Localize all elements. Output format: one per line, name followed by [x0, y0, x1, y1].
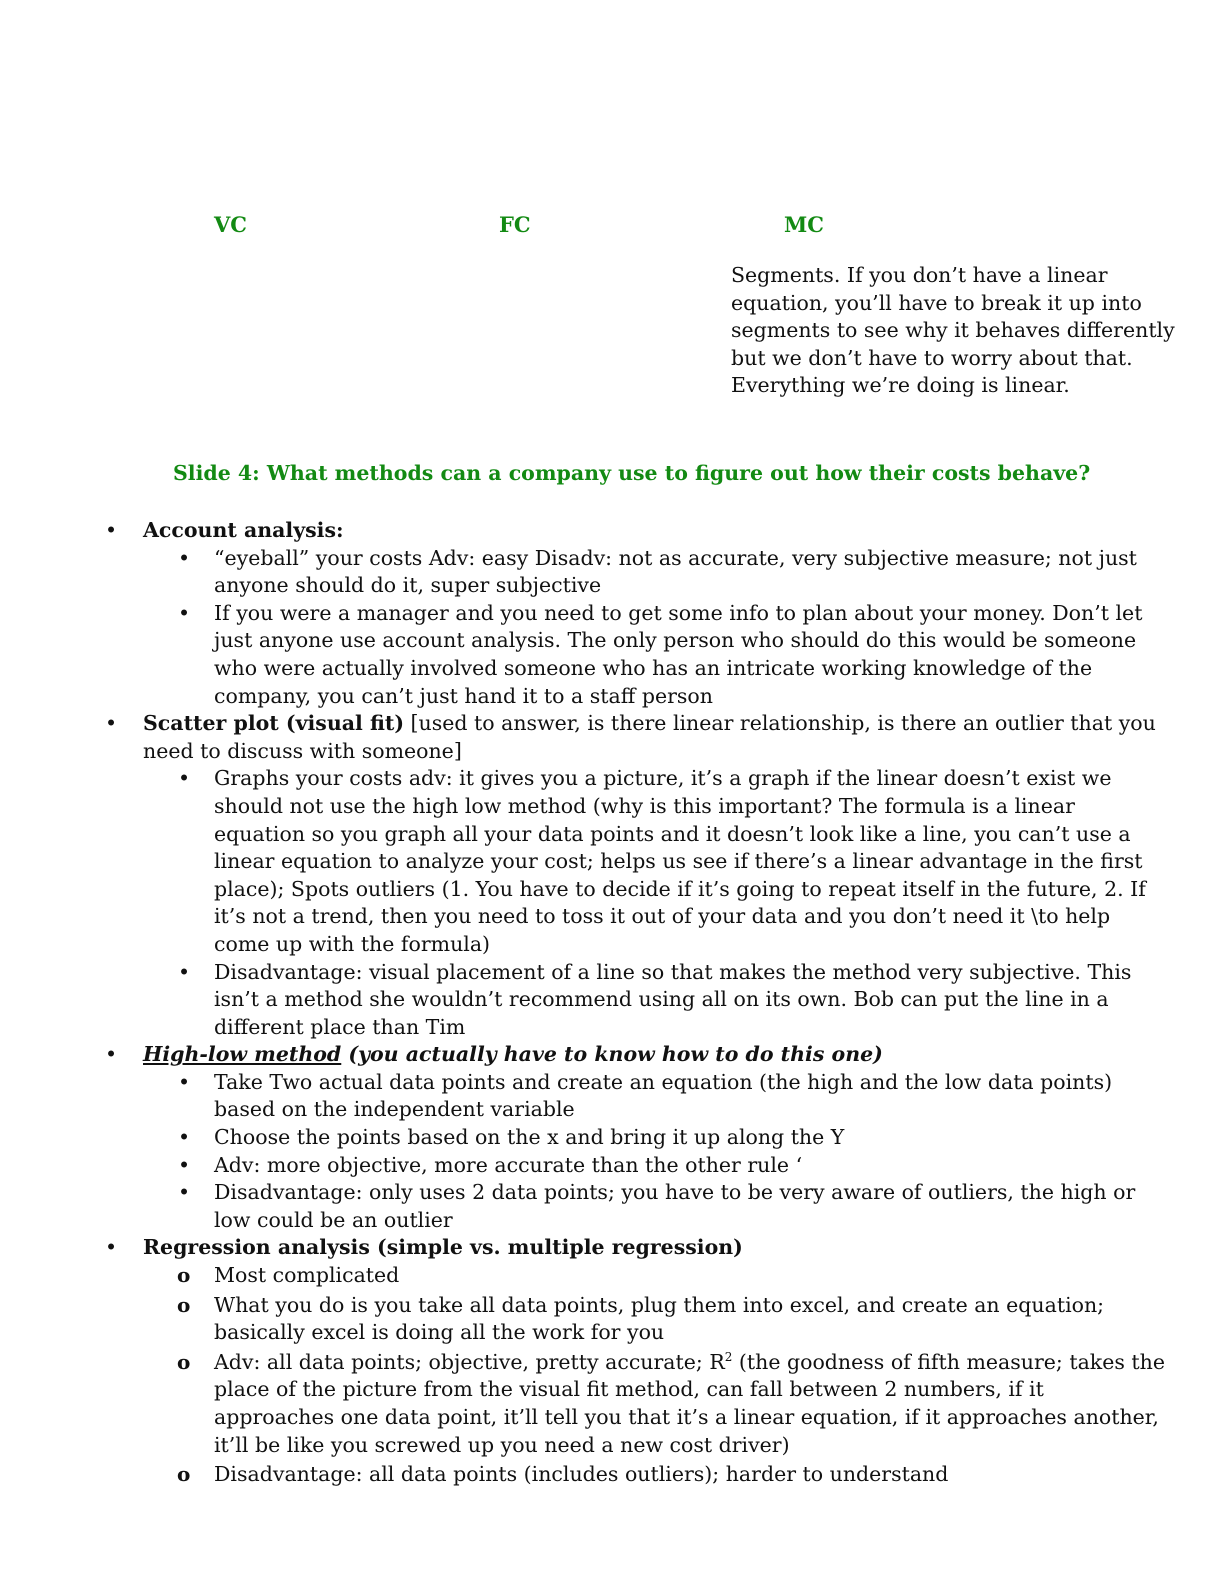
list-item [105, 1349, 1165, 1459]
list-item [105, 1179, 1165, 1234]
item-text: Disadvantage: only uses 2 data points; you have to be very aware of outliers, the high or low could be an outlier [214, 1180, 1136, 1232]
item-text-after: (the goodness of fifth measure; takes the place of the picture from the visual fit method, can fall between 2 numbers, if it approaches one data point, it’ll tell you that it’s a linear equation, if it approaches another, it’ll be like you screwed up you need a new cost driver) [214, 1349, 1165, 1457]
bullet-icon: • [178, 1069, 191, 1094]
item-text: Graphs your costs adv: it gives you a picture, it’s a graph if the linear doesn’t exist we should not use the high low method (why is this important? The formula is a linear equation so you graph all your data points and it doesn’t look like a line, you can’t use a linear equation to analyze your cost; helps us see if there’s a linear advantage in the first place); Spots outliers (1. You have to decide if it’s going to repeat itself in the future, 2. If it’s not a trend, then you need to toss it out of your data and you don’t need it \to help come up with the formula) [214, 766, 1146, 956]
methods-outline [105, 517, 1165, 1491]
outline-item-scatter-plot [105, 710, 1165, 765]
section-title: High-low method [143, 1042, 342, 1067]
list-item [105, 959, 1165, 1042]
header-vc: VC [214, 212, 248, 237]
outline-item-high-low [105, 1041, 1165, 1069]
item-text: If you were a manager and you need to get some info to plan about your money. Don’t let just anyone use account analysis. The only person who should do this would be someone who were actually involved someone who has an intricate working knowledge of the company, you can’t just hand it to a staff person [214, 600, 1143, 708]
list-item [105, 1292, 1165, 1347]
header-fc: FC [499, 212, 531, 237]
list-item [105, 765, 1165, 958]
bullet-o-icon: o [177, 1462, 191, 1487]
item-text: “eyeball” your costs Adv: easy Disadv: not as accurate, very subjective measure; not just anyone should do it, super subjective [214, 545, 1137, 598]
item-text: Disadvantage: all data points (includes outliers); harder to understand [214, 1462, 949, 1487]
bullet-o-icon: o [177, 1263, 191, 1288]
outline-item-regression [105, 1234, 1165, 1262]
section-note: [used to answer, is there linear relationship, is there an outlier that you need to discuss with someone] [143, 711, 1156, 763]
bullet-icon: • [105, 1235, 118, 1260]
item-text: What you do is you take all data points, plug them into excel, and create an equation; basically excel is doing all the work for you [214, 1292, 1105, 1345]
bullet-icon: • [178, 600, 191, 625]
item-text: Choose the points based on the x and bring it up along the Y [214, 1125, 845, 1150]
bullet-icon: • [178, 766, 191, 791]
bullet-icon: • [178, 1180, 191, 1205]
bullet-icon: • [178, 959, 191, 984]
list-item [105, 1069, 1165, 1124]
item-text: Take Two actual data points and create an equation (the high and the low data points) based on the independent variable [214, 1069, 1113, 1122]
bullet-icon: • [178, 545, 191, 570]
outline-item-account-analysis [105, 517, 1165, 545]
slide-heading: Slide 4: What methods can a company use to figure out how their costs behave? [173, 461, 1091, 485]
bullet-icon: • [105, 518, 118, 542]
bullet-icon: • [178, 1152, 191, 1177]
list-item [105, 1262, 1165, 1290]
item-text: Adv: more objective, more accurate than the other rule ‘ [214, 1152, 803, 1177]
bullet-o-icon: o [177, 1292, 191, 1317]
list-item [105, 1461, 1165, 1489]
list-item [105, 1152, 1165, 1180]
bullet-icon: • [105, 1042, 118, 1067]
item-text: Most complicated [214, 1263, 400, 1288]
list-item [105, 600, 1165, 710]
superscript: 2 [724, 1349, 733, 1364]
bullet-o-icon: o [177, 1349, 191, 1374]
section-note: (you actually have to know how to do this one) [341, 1042, 883, 1067]
bullet-icon: • [105, 711, 118, 736]
item-text: Disadvantage: visual placement of a line so that makes the method very subjective. This isn’t a method she wouldn’t recommend using all on its own. Bob can put the line in a different place than Tim [214, 959, 1132, 1039]
list-item [105, 545, 1165, 600]
segments-note: Segments. If you don’t have a linear equation, you’ll have to break it up into segments to see why it behaves differently but we don’t have to worry about that. Everything we’re doing is linear. [731, 263, 1175, 398]
section-title: Account analysis: [143, 518, 344, 542]
list-item [105, 1124, 1165, 1152]
section-title: Regression analysis (simple vs. multiple regression) [143, 1235, 743, 1260]
section-title: Scatter plot (visual fit) [143, 711, 405, 736]
bullet-icon: • [178, 1125, 191, 1150]
item-text-before: Adv: all data points; objective, pretty accurate; R [214, 1349, 725, 1374]
header-mc: MC [784, 212, 824, 237]
